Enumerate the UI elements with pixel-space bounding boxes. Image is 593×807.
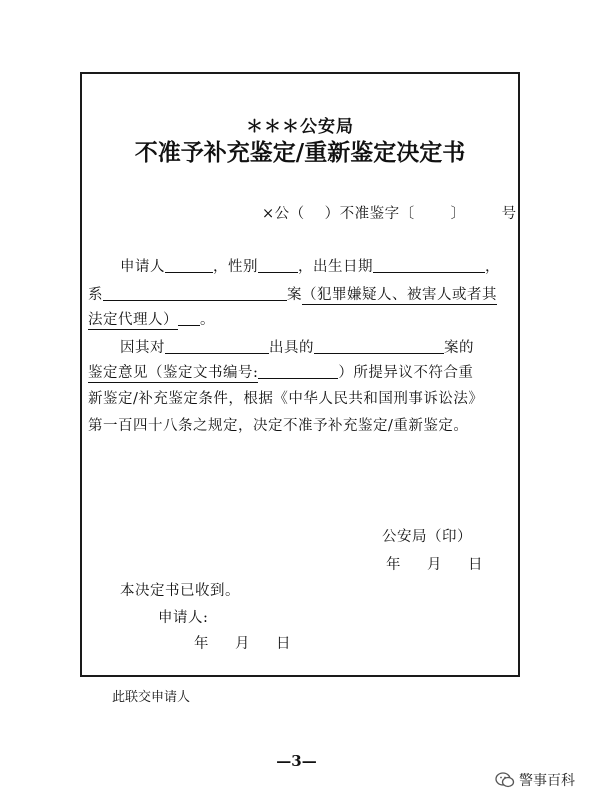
case-line: 系 案（犯罪嫌疑人、被害人或者其 <box>88 287 497 303</box>
document-title: 不准予补充鉴定/重新鉴定决定书 <box>134 139 466 166</box>
seal-label: 公安局（印） <box>382 529 472 545</box>
receipt-text: 本决定书已收到。 <box>120 583 240 599</box>
gender-blank <box>258 258 298 273</box>
copy-note: 此联交申请人 <box>112 690 191 705</box>
receipt-date: 年 月 日 <box>194 636 297 652</box>
wechat-logo-icon <box>495 771 515 789</box>
paragraph-line-3: 新鉴定/补充鉴定条件，根据《中华人民共和国刑事诉讼法》 <box>88 391 484 407</box>
applicant-line: 申请人 ，性别 ，出生日期 ， <box>120 259 500 275</box>
applicant-name-blank <box>165 258 213 273</box>
birthdate-blank <box>373 258 485 273</box>
paragraph-line-4: 第一百四十八条之规定，决定不准予补充鉴定/重新鉴定。 <box>88 418 469 434</box>
case-line-2: 法定代理人） 。 <box>88 312 215 328</box>
watermark <box>495 770 575 790</box>
issuer-blank <box>165 339 269 354</box>
paragraph-line-2: 鉴定意见（鉴定文书编号: ）所提异议不符合重 <box>88 365 474 381</box>
receipt-applicant: 申请人: <box>158 610 209 626</box>
case-blank <box>314 339 444 354</box>
report-number-blank <box>258 364 338 379</box>
seal-date: 年 月 日 <box>386 557 489 573</box>
decision-form <box>80 72 520 677</box>
document-number: ×公（ ）不准鉴字〔 〕 号 <box>262 206 517 222</box>
page-number: —3— <box>276 752 317 770</box>
watermark-text: 警事百科 <box>519 773 575 789</box>
paragraph-line-1: 因其对 出具的 案的 <box>120 340 474 356</box>
agency-name: ＊＊＊公安局 <box>246 117 354 137</box>
case-name-blank <box>103 286 287 301</box>
